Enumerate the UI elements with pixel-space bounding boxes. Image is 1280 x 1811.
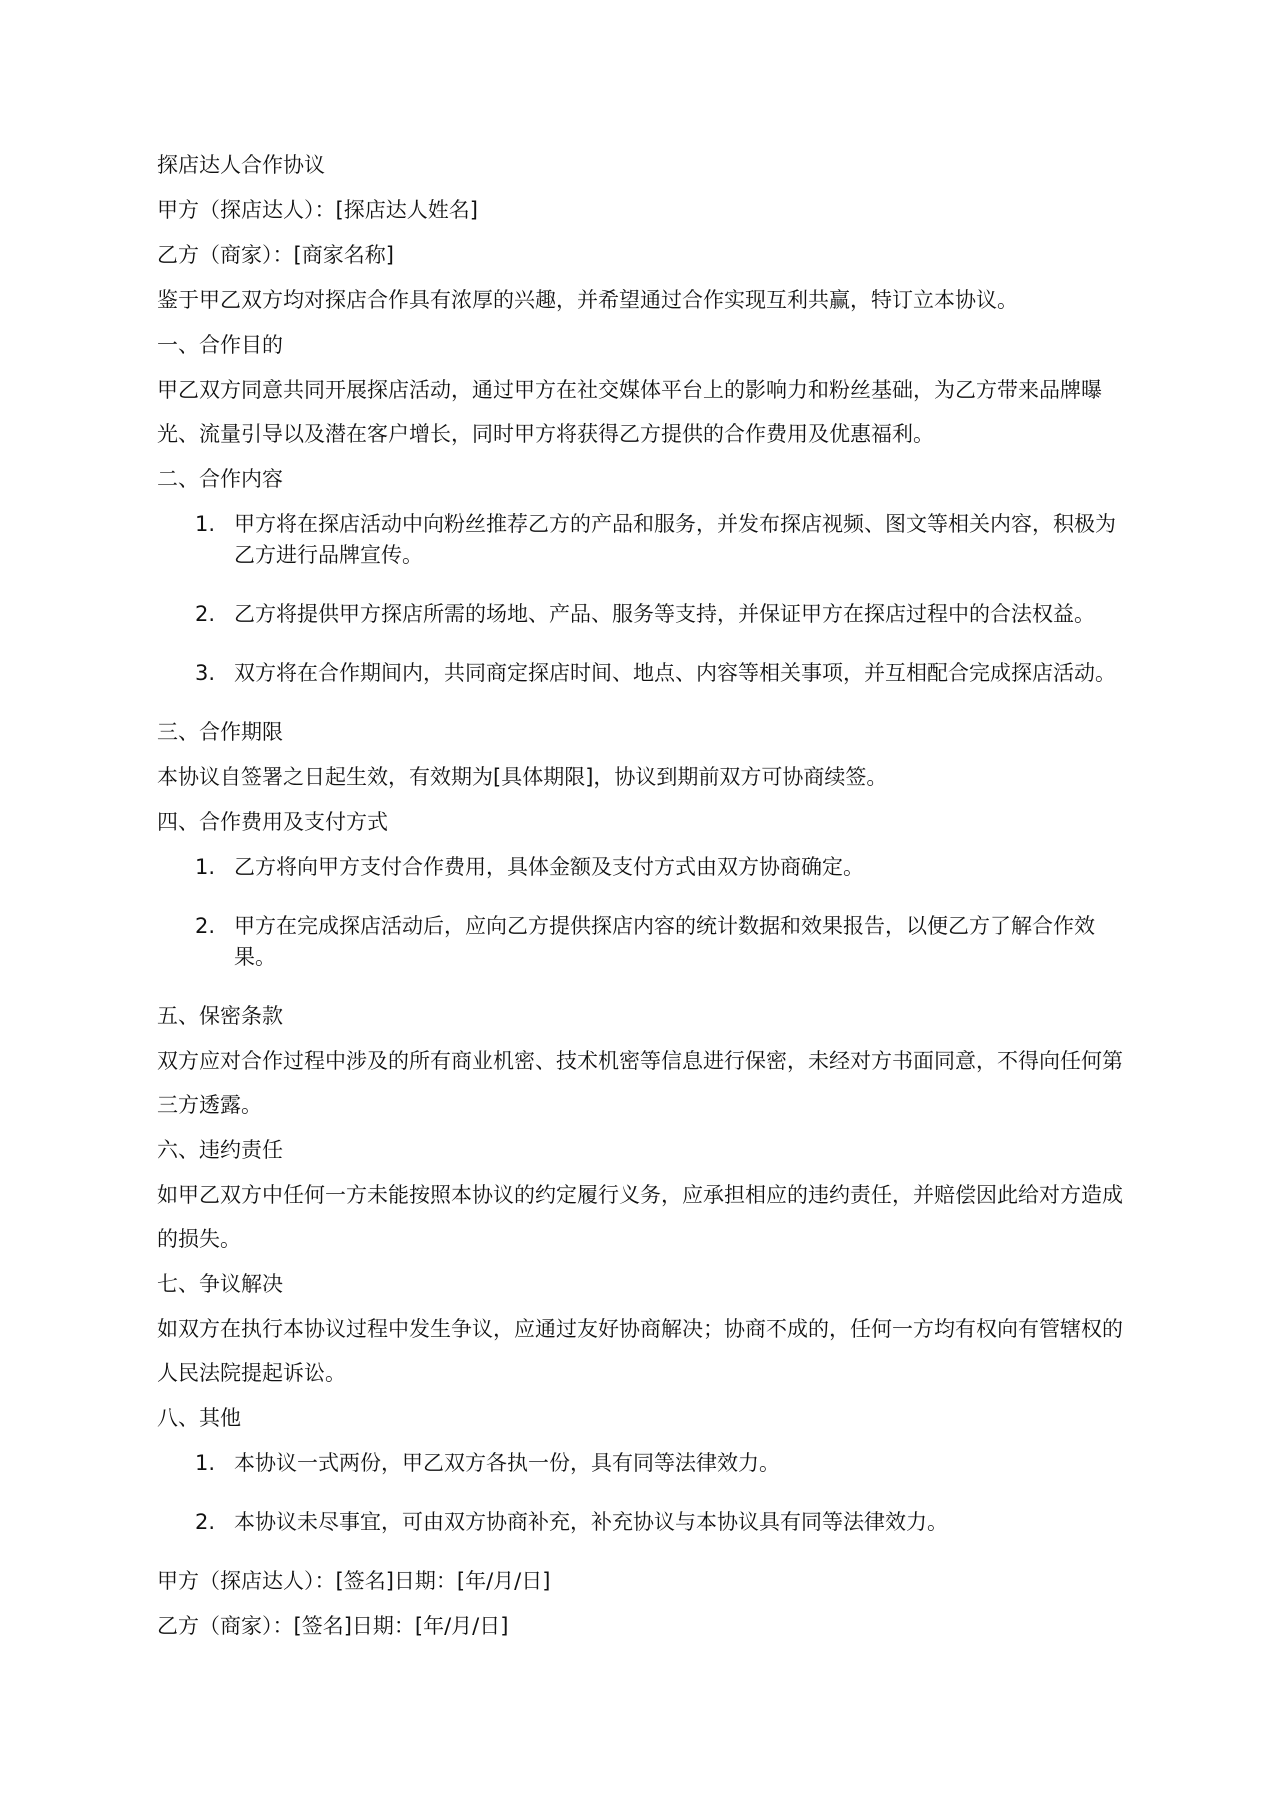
signature-party-b: 乙方（商家）：[签名]日期：[年/月/日]	[157, 1614, 509, 1638]
section-heading-confidentiality: 五、保密条款	[157, 1004, 283, 1028]
list-item-number: 2.	[195, 1510, 216, 1534]
list-item-number: 1.	[195, 855, 216, 879]
signature-party-a: 甲方（探店达人）：[签名]日期：[年/月/日]	[157, 1569, 551, 1593]
section-heading-term: 三、合作期限	[157, 720, 283, 744]
section-heading-other: 八、其他	[157, 1406, 241, 1430]
party-a-line: 甲方（探店达人）：[探店达人姓名]	[157, 198, 478, 222]
list-item-number: 2.	[195, 914, 216, 938]
list-item	[157, 509, 1124, 571]
list-item-number: 2.	[195, 602, 216, 626]
list-item-text: 双方将在合作期间内，共同商定探店时间、地点、内容等相关事项，并互相配合完成探店活动。	[234, 661, 1116, 685]
document-title: 探店达人合作协议	[157, 153, 325, 177]
section-text-liability: 如甲乙双方中任何一方未能按照本协议的约定履行义务，应承担相应的违约责任，并赔偿因此给对方造成的损失。	[157, 1183, 1123, 1251]
list-item-text: 本协议未尽事宜，可由双方协商补充，补充协议与本协议具有同等法律效力。	[234, 1510, 948, 1534]
section-text-dispute: 如双方在执行本协议过程中发生争议，应通过友好协商解决；协商不成的，任何一方均有权向有管辖权的人民法院提起诉讼。	[157, 1317, 1123, 1385]
other-list	[157, 1448, 1127, 1538]
section-heading-purpose: 一、合作目的	[157, 333, 283, 357]
list-item-text: 甲方将在探店活动中向粉丝推荐乙方的产品和服务，并发布探店视频、图文等相关内容，积极为乙方进行品牌宣传。	[234, 512, 1116, 567]
section-heading-content: 二、合作内容	[157, 467, 283, 491]
document-page	[157, 150, 1127, 1656]
section-heading-liability: 六、违约责任	[157, 1138, 283, 1162]
list-item	[157, 1507, 1124, 1538]
list-item-text: 乙方将提供甲方探店所需的场地、产品、服务等支持，并保证甲方在探店过程中的合法权益。	[234, 602, 1095, 626]
list-item	[157, 599, 1124, 630]
list-item-number: 1.	[195, 1451, 216, 1475]
list-item-number: 3.	[195, 661, 216, 685]
content-list	[157, 509, 1127, 689]
section-text-term: 本协议自签署之日起生效，有效期为[具体期限]，协议到期前双方可协商续签。	[157, 765, 888, 789]
list-item	[157, 1448, 1124, 1479]
fees-list	[157, 852, 1127, 973]
section-heading-dispute: 七、争议解决	[157, 1272, 283, 1296]
list-item-text: 乙方将向甲方支付合作费用，具体金额及支付方式由双方协商确定。	[234, 855, 864, 879]
preamble: 鉴于甲乙双方均对探店合作具有浓厚的兴趣，并希望通过合作实现互利共赢，特订立本协议。	[157, 288, 1018, 312]
section-text-purpose: 甲乙双方同意共同开展探店活动，通过甲方在社交媒体平台上的影响力和粉丝基础，为乙方带来品牌曝光、流量引导以及潜在客户增长，同时甲方将获得乙方提供的合作费用及优惠福利。	[157, 378, 1102, 446]
section-text-confidentiality: 双方应对合作过程中涉及的所有商业机密、技术机密等信息进行保密，未经对方书面同意，不得向任何第三方透露。	[157, 1049, 1123, 1117]
party-b-line: 乙方（商家）：[商家名称]	[157, 243, 394, 267]
list-item-text: 本协议一式两份，甲乙双方各执一份，具有同等法律效力。	[234, 1451, 780, 1475]
list-item-number: 1.	[195, 512, 216, 536]
list-item	[157, 852, 1124, 883]
list-item-text: 甲方在完成探店活动后，应向乙方提供探店内容的统计数据和效果报告，以便乙方了解合作效果。	[234, 914, 1095, 969]
list-item	[157, 911, 1124, 973]
section-heading-fees: 四、合作费用及支付方式	[157, 810, 388, 834]
list-item	[157, 658, 1124, 689]
